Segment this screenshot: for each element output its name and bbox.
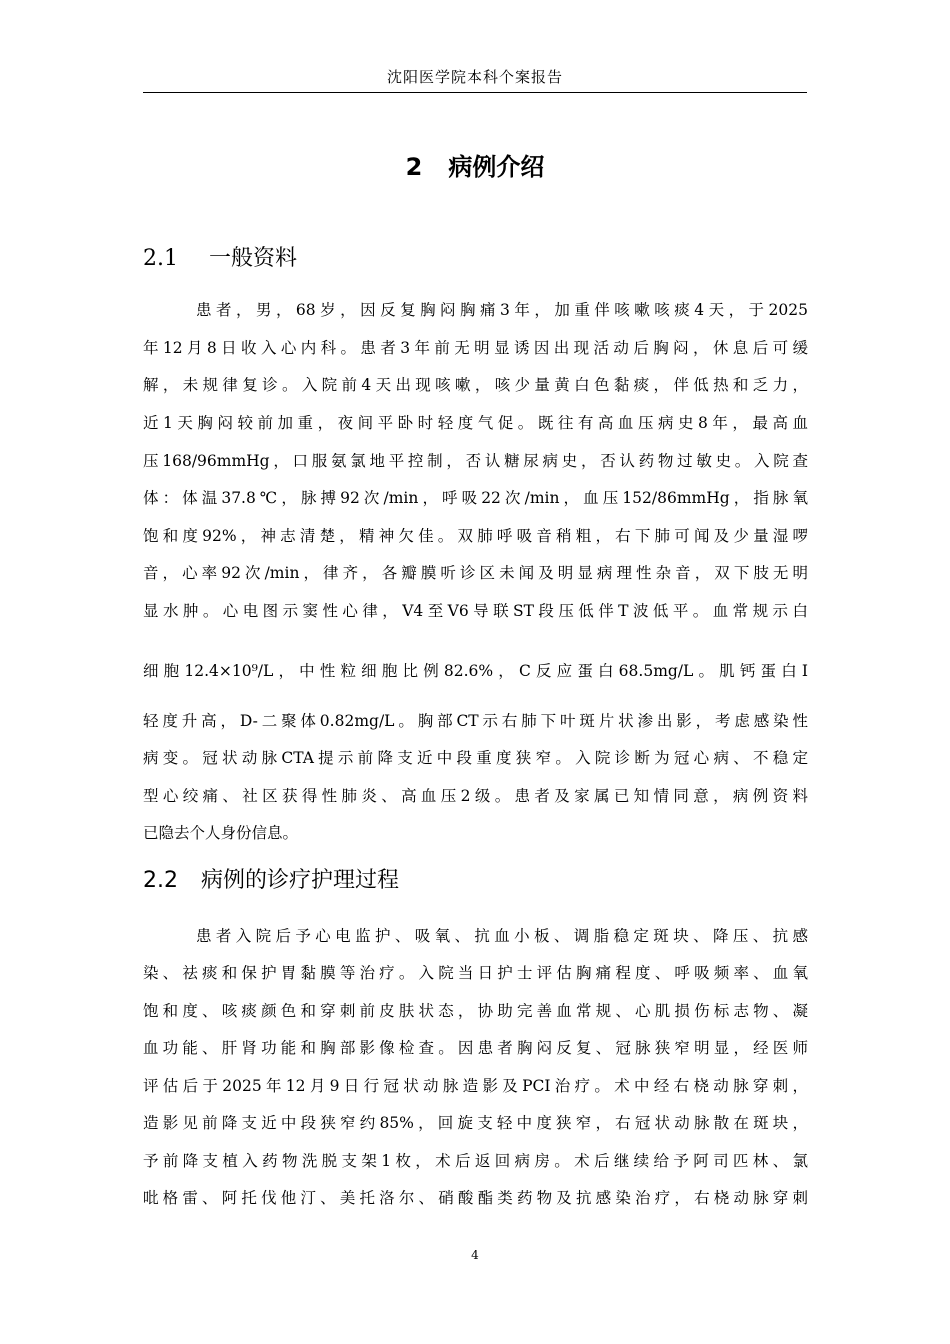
running-header: 沈阳医学院本科个案报告 [386, 68, 563, 86]
section-number: 2.2 [143, 868, 178, 893]
page-number: 4 [471, 1248, 479, 1262]
chapter-title-text: 病例介绍 [448, 153, 545, 181]
paragraph-line: 予前降支植入药物洗脱支架1枚，术后返回病房。术后继续给予阿司匹林、氯 [143, 1152, 808, 1170]
paragraph-line: 已隐去个人身份信息。 [143, 824, 299, 842]
chapter-number: 2 [405, 153, 423, 181]
paragraph-line: 评估后于2025年12月9日行冠状动脉造影及PCI治疗。术中经右桡动脉穿刺， [143, 1077, 808, 1095]
section-number: 2.1 [143, 246, 178, 271]
paragraph-line: 年12月8日收入心内科。患者3年前无明显诱因出现活动后胸闷，休息后可缓 [143, 339, 808, 357]
paragraph-line: 病变。冠状动脉CTA提示前降支近中段重度狭窄。入院诊断为冠心病、不稳定 [143, 749, 808, 767]
paragraph-line: 显水肿。心电图示窦性心律，V4至V6导联ST段压低伴T波低平。血常规示白 [143, 602, 808, 620]
paragraph-line: 造影见前降支近中段狭窄约85%，回旋支轻中度狭窄，右冠状动脉散在斑块， [143, 1114, 808, 1132]
paragraph-line: 型心绞痛、社区获得性肺炎、高血压2级。患者及家属已知情同意，病例资料 [143, 787, 808, 805]
paragraph-line: 饱和度、咳痰颜色和穿刺前皮肤状态，协助完善血常规、心肌损伤标志物、凝 [143, 1002, 808, 1020]
paragraph-line: 体：体温37.8℃，脉搏92次/min，呼吸22次/min，血压152/86mmHg，指脉氧 [143, 489, 808, 507]
section-heading-treatment-process [143, 864, 399, 898]
paragraph-line: 患者入院后予心电监护、吸氧、抗血小板、调脂稳定斑块、降压、抗感 [196, 927, 808, 945]
paragraph-line: 血功能、肝肾功能和胸部影像检查。因患者胸闷反复、冠脉狭窄明显，经医师 [143, 1039, 808, 1057]
paragraph-line: 近1天胸闷较前加重，夜间平卧时轻度气促。既往有高血压病史8年，最高血 [143, 414, 808, 432]
paragraph-line: 轻度升高，D-二聚体0.82mg/L。胸部CT示右肺下叶斑片状渗出影，考虑感染性 [143, 712, 808, 730]
paragraph-line: 细胞12.4×10⁹/L，中性粒细胞比例82.6%，C反应蛋白68.5mg/L。肌钙蛋白I [143, 662, 808, 680]
chapter-title [143, 145, 807, 189]
paragraph-line: 吡格雷、阿托伐他汀、美托洛尔、硝酸酯类药物及抗感染治疗，右桡动脉穿刺 [143, 1189, 808, 1207]
paragraph-line: 音，心率92次/min，律齐，各瓣膜听诊区未闻及明显病理性杂音，双下肢无明 [143, 564, 808, 582]
header-rule [143, 92, 807, 93]
section-heading-general-info [143, 242, 297, 276]
section-title: 病例的诊疗护理过程 [201, 868, 400, 893]
paragraph-line: 压168/96mmHg，口服氨氯地平控制，否认糖尿病史，否认药物过敏史。入院查 [143, 452, 808, 470]
paragraph-line: 饱和度92%，神志清楚，精神欠佳。双肺呼吸音稍粗，右下肺可闻及少量湿啰 [143, 527, 808, 545]
paragraph-line: 患者，男，68岁，因反复胸闷胸痛3年，加重伴咳嗽咳痰4天，于2025 [196, 301, 808, 319]
paragraph-line: 染、祛痰和保护胃黏膜等治疗。入院当日护士评估胸痛程度、呼吸频率、血氧 [143, 964, 808, 982]
paragraph-line: 解，未规律复诊。入院前4天出现咳嗽，咳少量黄白色黏痰，伴低热和乏力， [143, 376, 808, 394]
section-title: 一般资料 [209, 246, 298, 271]
